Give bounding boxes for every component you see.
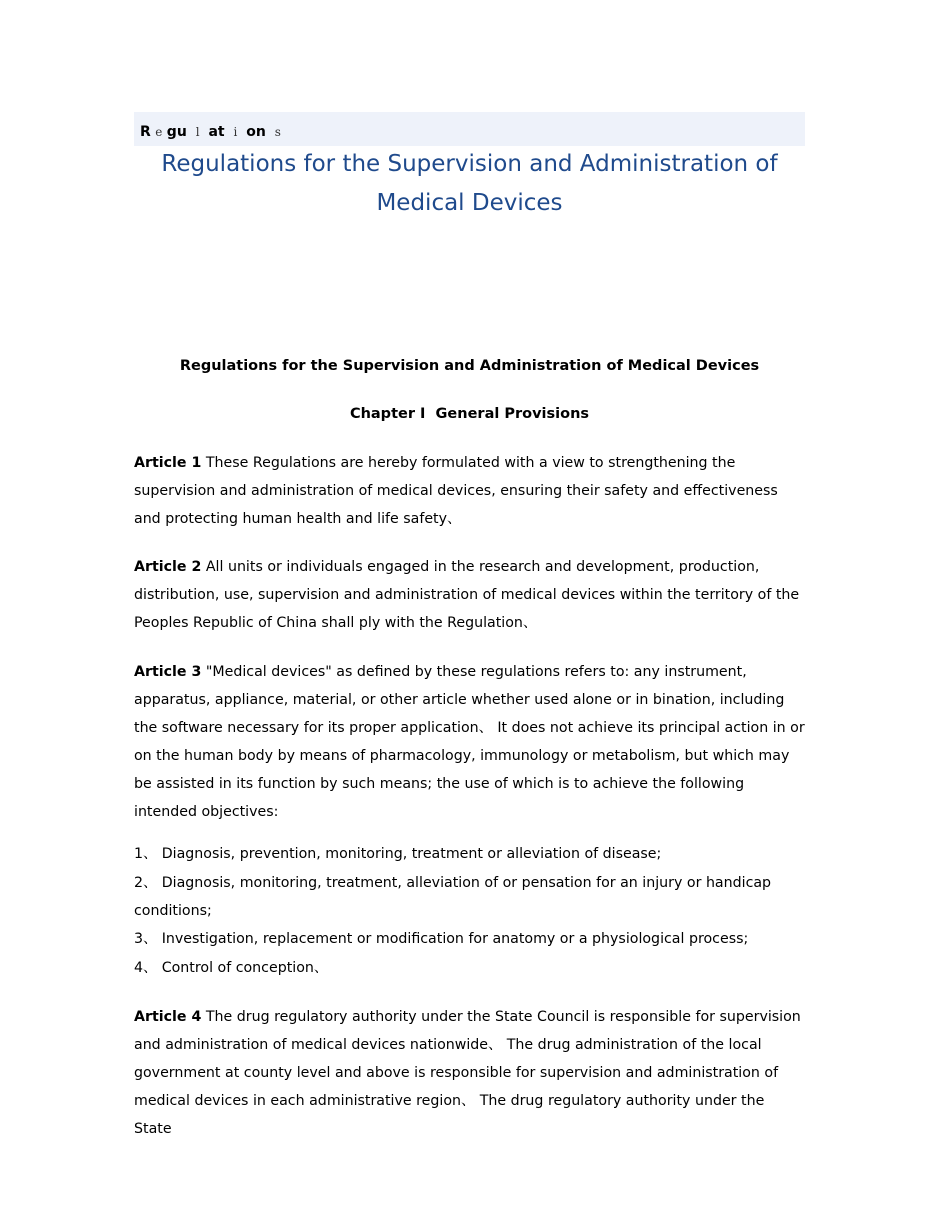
article-4 [134, 1003, 805, 1143]
article-text: These Regulations are hereby formulated with a view to strengthening the supervision and administration of medical devices, ensuring their safety and effectiveness and protecting human health and life safety、 [134, 455, 778, 527]
article-1 [134, 449, 805, 533]
article-label: Article 2 [134, 559, 202, 575]
objective-item-3: 3、 Investigation, replacement or modification for anatomy or a physiological process; [134, 931, 749, 947]
objective-item-2: 2、 Diagnosis, monitoring, treatment, alleviation of or pensation for an injury or handicap conditions; [134, 875, 772, 919]
article-2 [134, 553, 805, 637]
main-title-line-1: Regulations for the Supervision and Administration of [161, 151, 778, 177]
regulation-heading: Regulations for the Supervision and Administration of Medical Devices [179, 358, 760, 374]
article-label: Article 3 [134, 664, 202, 680]
article-text: All units or individuals engaged in the research and development, production, distribution, use, supervision and administration of medical devices within the territory of the Peoples Republic of China shall ply with the Regulation、 [134, 559, 800, 631]
article-text: The drug regulatory authority under the State Council is responsible for supervision and administration of medical devices nationwide、 The drug administration of the local government at county level and above is responsible for supervision and administration of medical devices in each administrative region、 The drug regulatory authority under the State [134, 1009, 801, 1137]
chapter-heading: Chapter I General Provisions [349, 406, 590, 422]
article-label: Article 1 [134, 455, 202, 471]
main-title-line-2: Medical Devices [376, 190, 563, 216]
document-main-title [134, 145, 805, 223]
article-text: "Medical devices" as defined by these regulations refers to: any instrument, apparatus, appliance, material, or other article whether used alone or in bination, including the software necessary for its proper application、 It does not achieve its principal action in or on the human body by means of pharmacology, immunology or metabolism, but which may be assisted in its function by such means; the use of which is to achieve the following intended objectives: [134, 664, 805, 820]
objective-item-1: 1、 Diagnosis, prevention, monitoring, treatment or alleviation of disease; [134, 846, 662, 862]
article-3 [134, 658, 805, 826]
objective-item-4: 4、 Control of conception、 [134, 960, 329, 976]
header-band-text: R e gu l at i on s [140, 124, 281, 140]
header-band [134, 112, 805, 146]
article-label: Article 4 [134, 1009, 202, 1025]
